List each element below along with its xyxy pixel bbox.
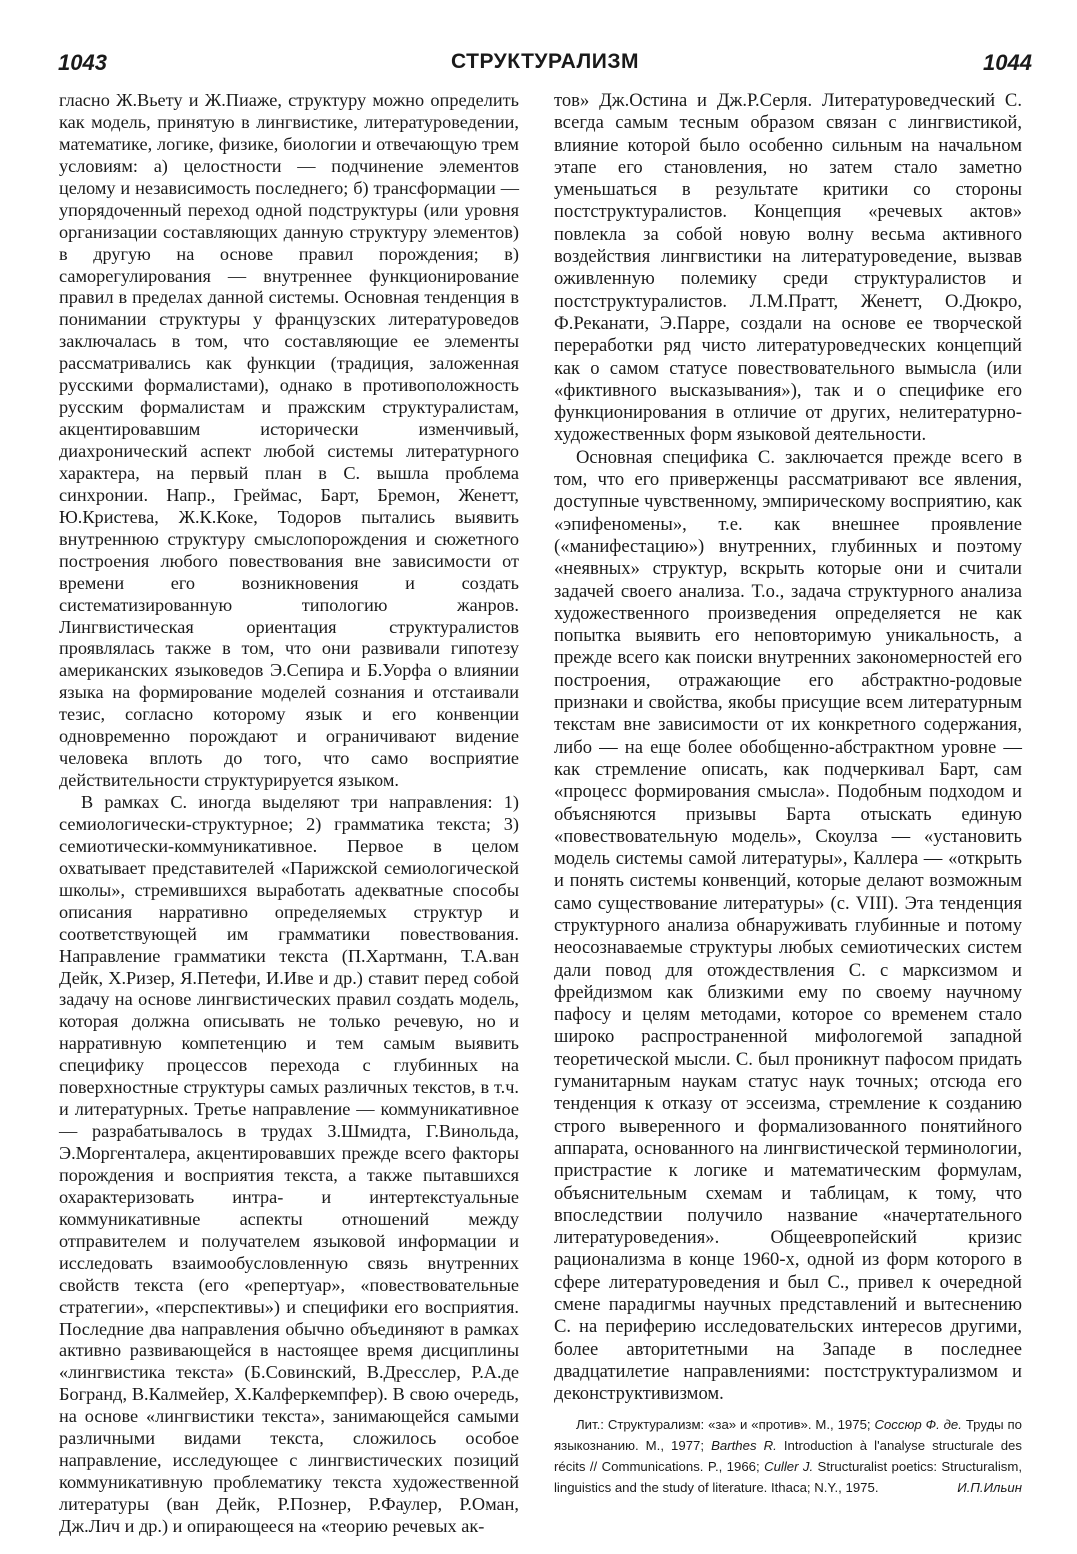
bibliography-entry-4: Structuralist poetics: Structuralism, linguistics and the study of literature. Ithaca; N.Y., 1975. bbox=[554, 1458, 1022, 1495]
bibliography-author-barthes: Barthes R. bbox=[711, 1437, 777, 1453]
right-column bbox=[554, 90, 1022, 1499]
left-page-number: 1043 bbox=[58, 50, 107, 75]
bibliography-author-saussure: Соссюр Ф. де. bbox=[874, 1416, 962, 1432]
bibliography-label: Лит.: bbox=[576, 1416, 604, 1432]
bibliography-entry-1: Структурализм: «за» и «против». М., 1975; bbox=[607, 1416, 871, 1432]
running-title: СТРУКТУРАЛИЗМ bbox=[450, 50, 640, 73]
article-author: И.П.Ильин bbox=[957, 1479, 1022, 1495]
left-paragraph-1: гласно Ж.Вьету и Ж.Пиаже, структуру можно определить как модель, принятую в лингвистике, литературоведении, математике, логике, физике, биологии и отвечающую трем условиям: а) целостности — подчинение элементов целому и независимость последнего; б) трансформации — упорядоченный переход одной подструктуры (или уровня организации составляющих данную структуру элементов) в другую на основе правил порождения; в) саморегулирования — внутреннее функционирование правил в пределах данной системы. Основная тенденция в понимании структуры у французских литературоведов заключалась в том, что составляющие ее элементы рассматривались как функции (традиция, заложенная русскими формалистами), однако в противоположность русским формалистам и пражским структуралистам, акцентировавшим исторически изменчивый, диахронический аспект любой системы литературного характера, на первый план в С. вышла проблема синхронии. Напр., Греймас, Барт, Бремон, Женетт, Ю.Кристева, Ж.К.Коке, Тодоров пытались выявить внутреннюю структуру смыслопорождения и сюжетного построения любого повествования вне зависимости от времени его возникновения и создать систематизированную типологию жанров. Лингвистическая ориентация структуралистов проявлялась также в том, что они развивали гипотезу американских языковедов Э.Сепира и Б.Уорфа о влиянии языка на формирование моделей сознания и отстаивали тезис, согласно которому язык и его конвенции одновременно порождают и ограничивают видение человека вплоть до того, что само восприятие действительности структурируется языком. bbox=[59, 90, 519, 791]
bibliography-entry-3: Introduction à l'analyse structurale des récits // Communications. P., 1966; bbox=[554, 1437, 1022, 1474]
left-paragraph-2: В рамках С. иногда выделяют три направления: 1) семиологически-структурное; 2) грамматика текста; 3) семиотически-коммуникативное. Первое в целом охватывает представителей «Парижской семиологической школы», стремившихся выработать адекватные способы описания нарративно определяемых структур и соответствующей им грамматики повествования. Направление грамматики текста (П.Хартманн, Т.А.ван Дейк, Х.Ризер, Я.Петефи, И.Иве и др.) ставит перед собой задачу на основе лингвистических правил создать модель, которая должна описывать не только речевую, но и нарративную компетенцию и тем самым выявить специфику процессов перехода с глубинных на поверхностные структуры самых различных текстов, в т.ч. и литературных. Третье направление — коммуникативное — разрабатывалось в трудах З.Шмидта, Г.Винольда, Э.Моргенталера, акцентировавших прежде всего факторы порождения и восприятия текста, а также пытавшихся охарактеризовать интра- и интертекстуальные коммуникативные аспекты отношений между отправителем и получателем языковой информации и исследовать взаимообусловленную связь внутренних свойств текста (его «репертуар», «повествовательные стратегии», «перспективы») и специфики его восприятия. Последние два направления обычно объединяют в рамках активно развивающейся в настоящее время дисциплины «лингвистика текста» (Б.Совинский, В.Дресслер, Р.А.де Богранд, В.Калмейер, Х.Калферкемпфер). В свою очередь, на основе «лингвистики текста», занимающейся самыми различными видами текста, сложилось особое направление, исследующее с лингвистических позиций коммуникативную проблематику текста художественной литературы (ван Дейк, Р.Познер, Р.Фаулер, Р.Оман, Дж.Лич и др.) и опирающееся на «теорию речевых ак- bbox=[59, 792, 519, 1536]
page-header bbox=[58, 50, 1032, 80]
left-column bbox=[59, 90, 519, 1538]
bibliography-author-culler: Culler J. bbox=[764, 1458, 814, 1474]
right-paragraph-1: тов» Дж.Остина и Дж.Р.Серля. Литературоведческий С. всегда самым тесным образом связан с лингвистикой, влияние которой было особенно сильным на начальном этапе его становления, но затем стало заметно уменьшаться в результате критики со стороны постструктуралистов. Концепция «речевых актов» повлекла за собой новую волну весьма активного воздействия лингвистики на литературоведение, вызвав оживленную полемику среди структуралистов и постструктуралистов. Л.М.Пратт, Женетт, О.Дюкро, Ф.Реканати, Э.Парре, создали на основе ее творческой переработки ряд чисто литературоведческих концепций как о самом статусе повествовательного вымысла (или «фиктивного высказывания»), так и о специфике его функционирования в отличие от других, нелитературно-художественных форм языковой деятельности. bbox=[554, 90, 1022, 446]
right-paragraph-2: Основная специфика С. заключается прежде всего в том, что его приверженцы рассматривают все явления, доступные чувственному, эмпирическому восприятию, как «эпифеномены», т.е. как внешнее проявление («манифестацию») внутренних, глубинных и поэтому «неявных» структур, вскрыть которые они и считали задачей своего анализа. Т.о., задача структурного анализа художественного произведения определяется не как попытка выявить его неповторимую уникальность, а прежде всего как поиски внутренних закономерностей его построения, отражающие его абстрактно-родовые признаки и свойства, якобы присущие всем литературным текстам вне зависимости от их конкретного содержания, либо — на еще более обобщенно-абстрактном уровне — как стремление описать, как подчеркивал Барт, сам «процесс формирования смысла». Подобным подходом и объясняются призывы Барта отыскать единую «повествовательную модель», Скоулза — «установить модель системы самой литературы», Каллера — «открыть и понять системы конвенций, которые делают возможным само существование литературы» (с. VIII). Эта тенденция структурного анализа обнаруживать глубинные и потому неосознаваемые структуры любых семиотических систем дали повод для отождествления С. с марксизмом и фрейдизмом как близкими ему по своему научному пафосу и целям методами, которое со временем стало широко распространенной мифологемой западной теоретической мысли. С. был проникнут пафосом придать гуманитарным наукам статус наук точных; отсюда его тенденция к отказу от эссеизма, стремление к созданию строго выверенного и формализованного понятийного аппарата, основанного на лингвистической терминологии, пристрастие к логике и математическим формулам, объяснительным схемам и таблицам, к тому, что впоследствии получило название «начертательного литературоведения». Общеевропейский кризис рационализма в конце 1960-х, одной из форм которого в сфере литературоведения и был С., привел к очередной смене парадигмы научных представлений и вытеснению С. на периферию исследовательских интересов другими, более авторитетными на Западе в последнее двадцатилетие направлениями: постструктурализмом и деконструктивизмом. bbox=[554, 446, 1022, 1405]
right-page-number: 1044 bbox=[983, 50, 1032, 75]
bibliography-entry-2: Труды по языкознанию. М., 1977; bbox=[554, 1416, 1022, 1453]
